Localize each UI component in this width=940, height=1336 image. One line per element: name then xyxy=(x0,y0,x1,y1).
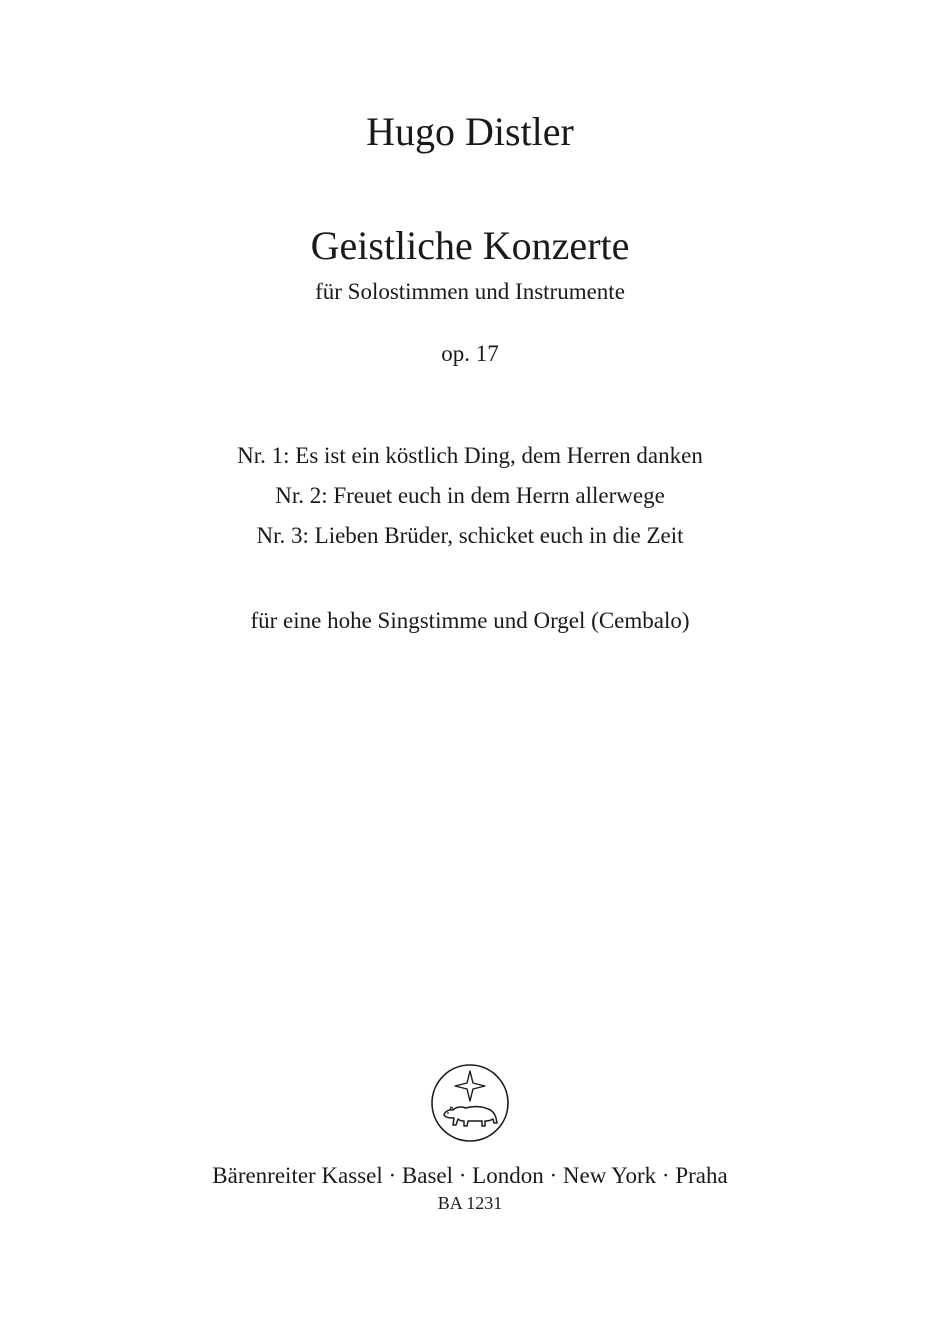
opus-number: op. 17 xyxy=(441,341,499,366)
bear-ear xyxy=(450,1107,453,1109)
composer-name: Hugo Distler xyxy=(366,109,574,154)
publisher-line: Bärenreiter Kassel · Basel · London · New York · Praha xyxy=(212,1163,728,1188)
catalog-number: BA 1231 xyxy=(437,1193,503,1213)
works-list xyxy=(0,444,940,564)
baerenreiter-bear-star-logo-icon xyxy=(430,1063,510,1143)
bear-eye xyxy=(447,1112,449,1114)
bear-icon xyxy=(444,1107,497,1126)
work-item: Nr. 2: Freuet euch in dem Herrn allerwege xyxy=(275,483,665,508)
star-icon xyxy=(455,1071,485,1101)
work-item: Nr. 1: Es ist ein köstlich Ding, dem Herren danken xyxy=(237,443,703,468)
logo-ring xyxy=(432,1065,508,1141)
work-title: Geistliche Konzerte xyxy=(310,223,630,268)
work-subtitle: für Solostimmen und Instrumente xyxy=(315,279,625,304)
scoring-note: für eine hohe Singstimme und Orgel (Cembalo) xyxy=(250,608,690,633)
work-item: Nr. 3: Lieben Brüder, schicket euch in die Zeit xyxy=(256,523,684,548)
